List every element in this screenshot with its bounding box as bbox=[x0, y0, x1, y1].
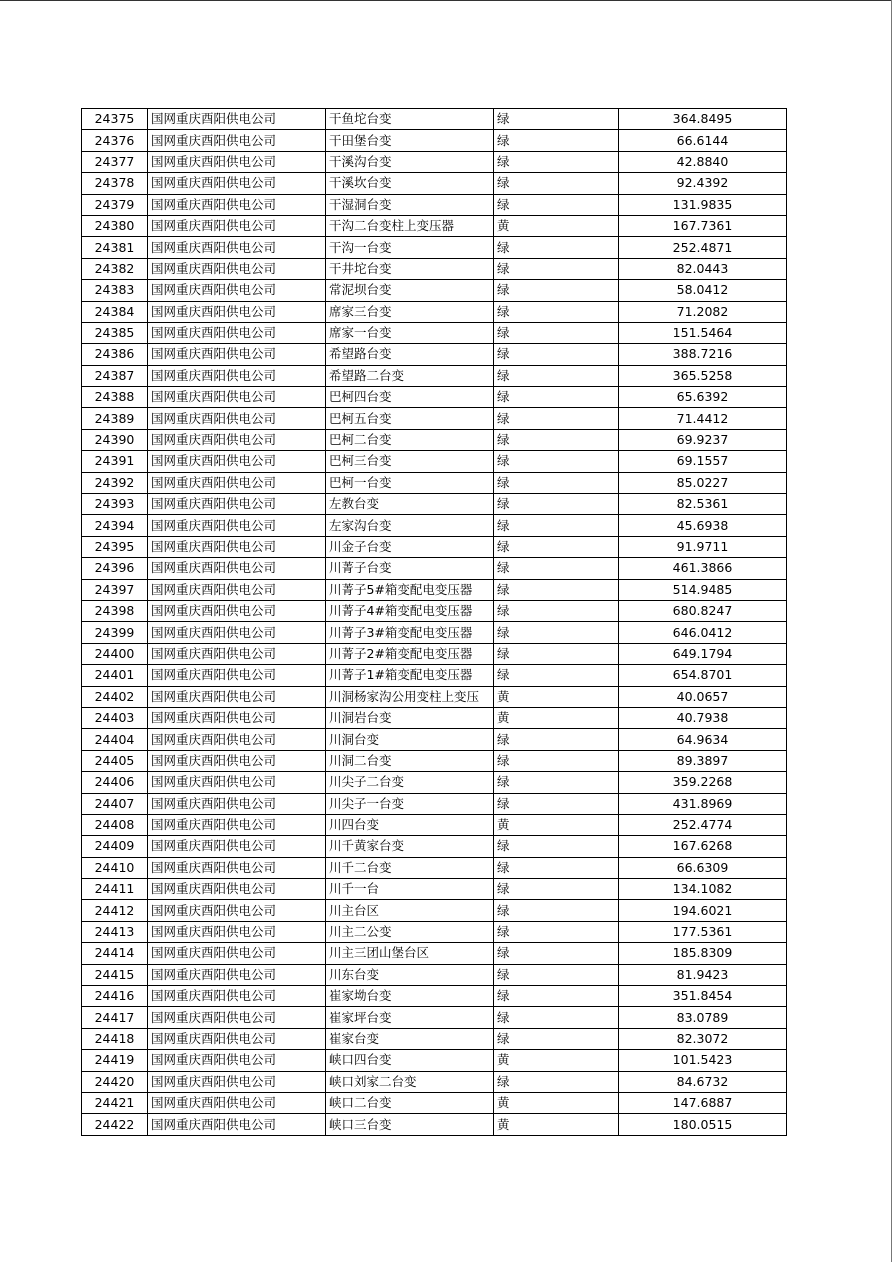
company-cell: 国网重庆酉阳供电公司 bbox=[148, 665, 326, 686]
table-row bbox=[82, 643, 787, 664]
company-cell: 国网重庆酉阳供电公司 bbox=[148, 793, 326, 814]
company-cell: 国网重庆酉阳供电公司 bbox=[148, 579, 326, 600]
row-id-cell: 24399 bbox=[82, 622, 148, 643]
value-cell: 461.3866 bbox=[619, 558, 787, 579]
table-row bbox=[82, 258, 787, 279]
row-id-cell: 24388 bbox=[82, 387, 148, 408]
company-cell: 国网重庆酉阳供电公司 bbox=[148, 194, 326, 215]
row-id-cell: 24406 bbox=[82, 772, 148, 793]
value-cell: 58.0412 bbox=[619, 280, 787, 301]
row-id-cell: 24398 bbox=[82, 600, 148, 621]
transformer-name-cell: 干鱼坨台变 bbox=[326, 109, 494, 130]
transformer-name-cell: 干溪坎台变 bbox=[326, 173, 494, 194]
row-id-cell: 24400 bbox=[82, 643, 148, 664]
row-id-cell: 24422 bbox=[82, 1114, 148, 1135]
transformer-name-cell: 川主台区 bbox=[326, 900, 494, 921]
value-cell: 71.2082 bbox=[619, 301, 787, 322]
row-id-cell: 24418 bbox=[82, 1028, 148, 1049]
value-cell: 388.7216 bbox=[619, 344, 787, 365]
status-cell: 绿 bbox=[494, 109, 619, 130]
table-row bbox=[82, 1007, 787, 1028]
status-cell: 绿 bbox=[494, 1028, 619, 1049]
company-cell: 国网重庆酉阳供电公司 bbox=[148, 686, 326, 707]
value-cell: 364.8495 bbox=[619, 109, 787, 130]
row-id-cell: 24390 bbox=[82, 429, 148, 450]
transformer-name-cell: 巴柯五台变 bbox=[326, 408, 494, 429]
transformer-name-cell: 干溪沟台变 bbox=[326, 151, 494, 172]
table-row bbox=[82, 494, 787, 515]
status-cell: 绿 bbox=[494, 836, 619, 857]
value-cell: 649.1794 bbox=[619, 643, 787, 664]
table-row bbox=[82, 814, 787, 835]
table-row bbox=[82, 215, 787, 236]
status-cell: 绿 bbox=[494, 600, 619, 621]
status-cell: 绿 bbox=[494, 258, 619, 279]
value-cell: 646.0412 bbox=[619, 622, 787, 643]
company-cell: 国网重庆酉阳供电公司 bbox=[148, 258, 326, 279]
row-id-cell: 24396 bbox=[82, 558, 148, 579]
row-id-cell: 24403 bbox=[82, 707, 148, 728]
transformer-name-cell: 巴柯三台变 bbox=[326, 451, 494, 472]
table-row bbox=[82, 536, 787, 557]
transformer-name-cell: 峡口二台变 bbox=[326, 1092, 494, 1113]
company-cell: 国网重庆酉阳供电公司 bbox=[148, 600, 326, 621]
row-id-cell: 24415 bbox=[82, 964, 148, 985]
value-cell: 82.3072 bbox=[619, 1028, 787, 1049]
company-cell: 国网重庆酉阳供电公司 bbox=[148, 429, 326, 450]
transformer-name-cell: 左家沟台变 bbox=[326, 515, 494, 536]
table-row bbox=[82, 879, 787, 900]
row-id-cell: 24393 bbox=[82, 494, 148, 515]
data-table bbox=[81, 108, 787, 1136]
table-row bbox=[82, 729, 787, 750]
company-cell: 国网重庆酉阳供电公司 bbox=[148, 1114, 326, 1135]
transformer-name-cell: 川主三团山堡台区 bbox=[326, 943, 494, 964]
status-cell: 绿 bbox=[494, 772, 619, 793]
value-cell: 514.9485 bbox=[619, 579, 787, 600]
value-cell: 185.8309 bbox=[619, 943, 787, 964]
row-id-cell: 24404 bbox=[82, 729, 148, 750]
value-cell: 69.9237 bbox=[619, 429, 787, 450]
row-id-cell: 24381 bbox=[82, 237, 148, 258]
status-cell: 绿 bbox=[494, 879, 619, 900]
table-row bbox=[82, 686, 787, 707]
status-cell: 绿 bbox=[494, 964, 619, 985]
value-cell: 167.7361 bbox=[619, 215, 787, 236]
table-row bbox=[82, 322, 787, 343]
row-id-cell: 24376 bbox=[82, 130, 148, 151]
table-row bbox=[82, 600, 787, 621]
value-cell: 40.0657 bbox=[619, 686, 787, 707]
status-cell: 绿 bbox=[494, 429, 619, 450]
table-row bbox=[82, 429, 787, 450]
value-cell: 91.9711 bbox=[619, 536, 787, 557]
value-cell: 131.9835 bbox=[619, 194, 787, 215]
row-id-cell: 24412 bbox=[82, 900, 148, 921]
page-top-border bbox=[0, 0, 892, 1]
status-cell: 绿 bbox=[494, 750, 619, 771]
row-id-cell: 24395 bbox=[82, 536, 148, 557]
transformer-name-cell: 干沟一台变 bbox=[326, 237, 494, 258]
company-cell: 国网重庆酉阳供电公司 bbox=[148, 344, 326, 365]
table-row bbox=[82, 237, 787, 258]
transformer-name-cell: 巴柯一台变 bbox=[326, 472, 494, 493]
company-cell: 国网重庆酉阳供电公司 bbox=[148, 280, 326, 301]
table-row bbox=[82, 109, 787, 130]
status-cell: 绿 bbox=[494, 793, 619, 814]
transformer-name-cell: 川洞二台变 bbox=[326, 750, 494, 771]
company-cell: 国网重庆酉阳供电公司 bbox=[148, 451, 326, 472]
row-id-cell: 24411 bbox=[82, 879, 148, 900]
row-id-cell: 24386 bbox=[82, 344, 148, 365]
status-cell: 黄 bbox=[494, 1114, 619, 1135]
table-row bbox=[82, 943, 787, 964]
table-row bbox=[82, 194, 787, 215]
status-cell: 绿 bbox=[494, 408, 619, 429]
status-cell: 绿 bbox=[494, 900, 619, 921]
row-id-cell: 24416 bbox=[82, 986, 148, 1007]
value-cell: 89.3897 bbox=[619, 750, 787, 771]
value-cell: 81.9423 bbox=[619, 964, 787, 985]
value-cell: 69.1557 bbox=[619, 451, 787, 472]
company-cell: 国网重庆酉阳供电公司 bbox=[148, 707, 326, 728]
company-cell: 国网重庆酉阳供电公司 bbox=[148, 536, 326, 557]
table-row bbox=[82, 900, 787, 921]
status-cell: 绿 bbox=[494, 301, 619, 322]
company-cell: 国网重庆酉阳供电公司 bbox=[148, 943, 326, 964]
status-cell: 绿 bbox=[494, 943, 619, 964]
transformer-name-cell: 川主二公变 bbox=[326, 921, 494, 942]
row-id-cell: 24394 bbox=[82, 515, 148, 536]
value-cell: 42.8840 bbox=[619, 151, 787, 172]
table-row bbox=[82, 365, 787, 386]
transformer-name-cell: 巴柯四台变 bbox=[326, 387, 494, 408]
row-id-cell: 24391 bbox=[82, 451, 148, 472]
table-row bbox=[82, 344, 787, 365]
transformer-name-cell: 川菁子台变 bbox=[326, 558, 494, 579]
company-cell: 国网重庆酉阳供电公司 bbox=[148, 772, 326, 793]
transformer-name-cell: 川洞岩台变 bbox=[326, 707, 494, 728]
company-cell: 国网重庆酉阳供电公司 bbox=[148, 237, 326, 258]
status-cell: 绿 bbox=[494, 130, 619, 151]
status-cell: 绿 bbox=[494, 536, 619, 557]
value-cell: 252.4774 bbox=[619, 814, 787, 835]
value-cell: 40.7938 bbox=[619, 707, 787, 728]
transformer-name-cell: 峡口三台变 bbox=[326, 1114, 494, 1135]
table-row bbox=[82, 964, 787, 985]
status-cell: 绿 bbox=[494, 729, 619, 750]
row-id-cell: 24409 bbox=[82, 836, 148, 857]
value-cell: 431.8969 bbox=[619, 793, 787, 814]
status-cell: 绿 bbox=[494, 173, 619, 194]
table-row bbox=[82, 1050, 787, 1071]
transformer-name-cell: 川菁子4#箱变配电变压器 bbox=[326, 600, 494, 621]
company-cell: 国网重庆酉阳供电公司 bbox=[148, 558, 326, 579]
status-cell: 绿 bbox=[494, 665, 619, 686]
table-row bbox=[82, 707, 787, 728]
value-cell: 134.1082 bbox=[619, 879, 787, 900]
status-cell: 绿 bbox=[494, 194, 619, 215]
row-id-cell: 24384 bbox=[82, 301, 148, 322]
company-cell: 国网重庆酉阳供电公司 bbox=[148, 322, 326, 343]
status-cell: 黄 bbox=[494, 1092, 619, 1113]
value-cell: 66.6309 bbox=[619, 857, 787, 878]
company-cell: 国网重庆酉阳供电公司 bbox=[148, 1092, 326, 1113]
table-row bbox=[82, 301, 787, 322]
company-cell: 国网重庆酉阳供电公司 bbox=[148, 408, 326, 429]
company-cell: 国网重庆酉阳供电公司 bbox=[148, 729, 326, 750]
company-cell: 国网重庆酉阳供电公司 bbox=[148, 1071, 326, 1092]
value-cell: 84.6732 bbox=[619, 1071, 787, 1092]
table-row bbox=[82, 1028, 787, 1049]
transformer-name-cell: 峡口四台变 bbox=[326, 1050, 494, 1071]
company-cell: 国网重庆酉阳供电公司 bbox=[148, 365, 326, 386]
transformer-name-cell: 崔家坳台变 bbox=[326, 986, 494, 1007]
transformer-name-cell: 崔家台变 bbox=[326, 1028, 494, 1049]
company-cell: 国网重庆酉阳供电公司 bbox=[148, 215, 326, 236]
row-id-cell: 24413 bbox=[82, 921, 148, 942]
company-cell: 国网重庆酉阳供电公司 bbox=[148, 900, 326, 921]
status-cell: 绿 bbox=[494, 857, 619, 878]
status-cell: 绿 bbox=[494, 494, 619, 515]
transformer-name-cell: 席家一台变 bbox=[326, 322, 494, 343]
transformer-name-cell: 川菁子3#箱变配电变压器 bbox=[326, 622, 494, 643]
value-cell: 83.0789 bbox=[619, 1007, 787, 1028]
value-cell: 92.4392 bbox=[619, 173, 787, 194]
status-cell: 绿 bbox=[494, 387, 619, 408]
table-row bbox=[82, 857, 787, 878]
table-row bbox=[82, 280, 787, 301]
row-id-cell: 24382 bbox=[82, 258, 148, 279]
table-row bbox=[82, 151, 787, 172]
table-row bbox=[82, 793, 787, 814]
status-cell: 绿 bbox=[494, 237, 619, 258]
company-cell: 国网重庆酉阳供电公司 bbox=[148, 622, 326, 643]
row-id-cell: 24407 bbox=[82, 793, 148, 814]
status-cell: 绿 bbox=[494, 986, 619, 1007]
company-cell: 国网重庆酉阳供电公司 bbox=[148, 857, 326, 878]
status-cell: 绿 bbox=[494, 322, 619, 343]
table-row bbox=[82, 921, 787, 942]
table-row bbox=[82, 515, 787, 536]
row-id-cell: 24379 bbox=[82, 194, 148, 215]
table-row bbox=[82, 665, 787, 686]
company-cell: 国网重庆酉阳供电公司 bbox=[148, 750, 326, 771]
status-cell: 绿 bbox=[494, 472, 619, 493]
company-cell: 国网重庆酉阳供电公司 bbox=[148, 1007, 326, 1028]
row-id-cell: 24420 bbox=[82, 1071, 148, 1092]
value-cell: 85.0227 bbox=[619, 472, 787, 493]
status-cell: 绿 bbox=[494, 1071, 619, 1092]
status-cell: 绿 bbox=[494, 451, 619, 472]
status-cell: 绿 bbox=[494, 921, 619, 942]
transformer-name-cell: 崔家坪台变 bbox=[326, 1007, 494, 1028]
value-cell: 101.5423 bbox=[619, 1050, 787, 1071]
value-cell: 680.8247 bbox=[619, 600, 787, 621]
table-row bbox=[82, 1092, 787, 1113]
company-cell: 国网重庆酉阳供电公司 bbox=[148, 472, 326, 493]
row-id-cell: 24405 bbox=[82, 750, 148, 771]
company-cell: 国网重庆酉阳供电公司 bbox=[148, 130, 326, 151]
transformer-name-cell: 干沟二台变柱上变压器 bbox=[326, 215, 494, 236]
status-cell: 绿 bbox=[494, 151, 619, 172]
table-row bbox=[82, 130, 787, 151]
company-cell: 国网重庆酉阳供电公司 bbox=[148, 921, 326, 942]
table-row bbox=[82, 772, 787, 793]
value-cell: 351.8454 bbox=[619, 986, 787, 1007]
company-cell: 国网重庆酉阳供电公司 bbox=[148, 515, 326, 536]
transformer-name-cell: 干井坨台变 bbox=[326, 258, 494, 279]
company-cell: 国网重庆酉阳供电公司 bbox=[148, 643, 326, 664]
value-cell: 194.6021 bbox=[619, 900, 787, 921]
value-cell: 359.2268 bbox=[619, 772, 787, 793]
company-cell: 国网重庆酉阳供电公司 bbox=[148, 109, 326, 130]
table-row bbox=[82, 472, 787, 493]
table-row bbox=[82, 558, 787, 579]
value-cell: 64.9634 bbox=[619, 729, 787, 750]
transformer-name-cell: 川千二台变 bbox=[326, 857, 494, 878]
transformer-name-cell: 川菁子1#箱变配电变压器 bbox=[326, 665, 494, 686]
row-id-cell: 24383 bbox=[82, 280, 148, 301]
transformer-name-cell: 川尖子一台变 bbox=[326, 793, 494, 814]
company-cell: 国网重庆酉阳供电公司 bbox=[148, 173, 326, 194]
status-cell: 绿 bbox=[494, 1007, 619, 1028]
row-id-cell: 24387 bbox=[82, 365, 148, 386]
row-id-cell: 24419 bbox=[82, 1050, 148, 1071]
row-id-cell: 24421 bbox=[82, 1092, 148, 1113]
value-cell: 180.0515 bbox=[619, 1114, 787, 1135]
status-cell: 绿 bbox=[494, 515, 619, 536]
status-cell: 绿 bbox=[494, 558, 619, 579]
table-row bbox=[82, 408, 787, 429]
table-row bbox=[82, 451, 787, 472]
row-id-cell: 24410 bbox=[82, 857, 148, 878]
status-cell: 绿 bbox=[494, 365, 619, 386]
company-cell: 国网重庆酉阳供电公司 bbox=[148, 387, 326, 408]
table-row bbox=[82, 622, 787, 643]
row-id-cell: 24392 bbox=[82, 472, 148, 493]
value-cell: 82.5361 bbox=[619, 494, 787, 515]
status-cell: 绿 bbox=[494, 643, 619, 664]
status-cell: 绿 bbox=[494, 280, 619, 301]
transformer-name-cell: 峡口刘家二台变 bbox=[326, 1071, 494, 1092]
value-cell: 177.5361 bbox=[619, 921, 787, 942]
status-cell: 绿 bbox=[494, 622, 619, 643]
transformer-name-cell: 干湿洞台变 bbox=[326, 194, 494, 215]
company-cell: 国网重庆酉阳供电公司 bbox=[148, 836, 326, 857]
company-cell: 国网重庆酉阳供电公司 bbox=[148, 964, 326, 985]
row-id-cell: 24380 bbox=[82, 215, 148, 236]
transformer-name-cell: 川千一台 bbox=[326, 879, 494, 900]
table-row bbox=[82, 1114, 787, 1135]
value-cell: 252.4871 bbox=[619, 237, 787, 258]
row-id-cell: 24397 bbox=[82, 579, 148, 600]
transformer-name-cell: 干田堡台变 bbox=[326, 130, 494, 151]
row-id-cell: 24389 bbox=[82, 408, 148, 429]
value-cell: 71.4412 bbox=[619, 408, 787, 429]
row-id-cell: 24402 bbox=[82, 686, 148, 707]
company-cell: 国网重庆酉阳供电公司 bbox=[148, 151, 326, 172]
value-cell: 167.6268 bbox=[619, 836, 787, 857]
value-cell: 365.5258 bbox=[619, 365, 787, 386]
row-id-cell: 24417 bbox=[82, 1007, 148, 1028]
status-cell: 黄 bbox=[494, 814, 619, 835]
table-row bbox=[82, 986, 787, 1007]
company-cell: 国网重庆酉阳供电公司 bbox=[148, 494, 326, 515]
status-cell: 黄 bbox=[494, 215, 619, 236]
company-cell: 国网重庆酉阳供电公司 bbox=[148, 1050, 326, 1071]
transformer-name-cell: 川洞杨家沟公用变柱上变压 bbox=[326, 686, 494, 707]
status-cell: 绿 bbox=[494, 579, 619, 600]
row-id-cell: 24378 bbox=[82, 173, 148, 194]
value-cell: 45.6938 bbox=[619, 515, 787, 536]
transformer-name-cell: 左教台变 bbox=[326, 494, 494, 515]
status-cell: 黄 bbox=[494, 707, 619, 728]
transformer-name-cell: 川四台变 bbox=[326, 814, 494, 835]
transformer-name-cell: 希望路二台变 bbox=[326, 365, 494, 386]
status-cell: 绿 bbox=[494, 344, 619, 365]
value-cell: 65.6392 bbox=[619, 387, 787, 408]
value-cell: 151.5464 bbox=[619, 322, 787, 343]
transformer-name-cell: 川洞台变 bbox=[326, 729, 494, 750]
table-body bbox=[82, 109, 787, 1136]
transformer-name-cell: 席家三台变 bbox=[326, 301, 494, 322]
transformer-name-cell: 川菁子5#箱变配电变压器 bbox=[326, 579, 494, 600]
table-row bbox=[82, 1071, 787, 1092]
transformer-name-cell: 川菁子2#箱变配电变压器 bbox=[326, 643, 494, 664]
transformer-name-cell: 希望路台变 bbox=[326, 344, 494, 365]
transformer-name-cell: 川东台变 bbox=[326, 964, 494, 985]
transformer-name-cell: 川千黄家台变 bbox=[326, 836, 494, 857]
company-cell: 国网重庆酉阳供电公司 bbox=[148, 879, 326, 900]
table-row bbox=[82, 750, 787, 771]
status-cell: 黄 bbox=[494, 1050, 619, 1071]
transformer-name-cell: 川尖子二台变 bbox=[326, 772, 494, 793]
value-cell: 654.8701 bbox=[619, 665, 787, 686]
transformer-name-cell: 巴柯二台变 bbox=[326, 429, 494, 450]
table-row bbox=[82, 387, 787, 408]
company-cell: 国网重庆酉阳供电公司 bbox=[148, 1028, 326, 1049]
row-id-cell: 24414 bbox=[82, 943, 148, 964]
row-id-cell: 24401 bbox=[82, 665, 148, 686]
table-row bbox=[82, 579, 787, 600]
company-cell: 国网重庆酉阳供电公司 bbox=[148, 986, 326, 1007]
row-id-cell: 24377 bbox=[82, 151, 148, 172]
company-cell: 国网重庆酉阳供电公司 bbox=[148, 301, 326, 322]
table-row bbox=[82, 836, 787, 857]
row-id-cell: 24375 bbox=[82, 109, 148, 130]
transformer-name-cell: 川金子台变 bbox=[326, 536, 494, 557]
value-cell: 66.6144 bbox=[619, 130, 787, 151]
table-row bbox=[82, 173, 787, 194]
status-cell: 黄 bbox=[494, 686, 619, 707]
value-cell: 147.6887 bbox=[619, 1092, 787, 1113]
row-id-cell: 24385 bbox=[82, 322, 148, 343]
transformer-name-cell: 常泥坝台变 bbox=[326, 280, 494, 301]
value-cell: 82.0443 bbox=[619, 258, 787, 279]
row-id-cell: 24408 bbox=[82, 814, 148, 835]
company-cell: 国网重庆酉阳供电公司 bbox=[148, 814, 326, 835]
